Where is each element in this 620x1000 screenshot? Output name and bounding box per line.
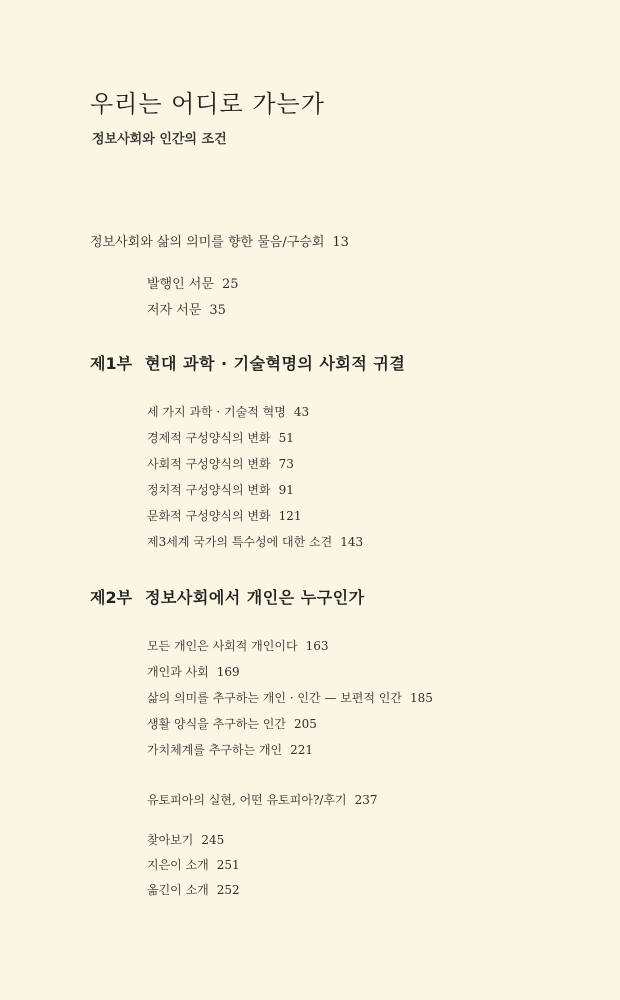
toc-entry-title: 유토피아의 실현, 어떤 유토피아?/후기 [147, 793, 347, 807]
toc-entry-page: 43 [293, 405, 310, 419]
book-title: 우리는 어디로 가는가 [90, 90, 325, 118]
toc-entry-page: 237 [354, 793, 378, 807]
toc-entry-intro [90, 231, 349, 250]
part-title: 정보사회에서 개인은 누구인가 [145, 588, 365, 607]
toc-entry-title: 삶의 의미를 추구하는 개인 · 인간 — 보편적 인간 [147, 691, 402, 705]
toc-entry-page: 73 [278, 457, 294, 471]
toc-entry-page: 25 [221, 277, 239, 292]
toc-entry-page: 35 [209, 303, 226, 318]
toc-chapter [147, 481, 294, 498]
part-number: 제1부 [90, 354, 133, 373]
toc-entry-translator-bio [147, 881, 240, 898]
part-heading-1 [90, 351, 405, 374]
toc-entry-title: 문화적 구성양식의 변화 [147, 509, 271, 523]
toc-chapter [147, 689, 433, 706]
toc-entry-page: 91 [278, 483, 294, 497]
toc-entry-publisher-preface [147, 273, 238, 292]
toc-entry-page: 245 [201, 833, 225, 847]
toc-entry-page: 51 [278, 431, 294, 445]
toc-entry-title: 제3세계 국가의 특수성에 대한 소견 [147, 535, 333, 549]
toc-entry-title: 모든 개인은 사회적 개인이다 [147, 639, 298, 653]
book-subtitle: 정보사회와 인간의 조건 [92, 132, 227, 147]
toc-chapter [147, 403, 309, 420]
toc-entry-title: 정보사회와 삶의 의미를 향한 물음/구승회 [90, 235, 325, 250]
toc-entry-author-preface [147, 299, 226, 318]
toc-entry-title: 세 가지 과학 · 기술적 혁명 [147, 405, 286, 419]
toc-entry-afterword [147, 791, 378, 808]
toc-entry-page: 205 [293, 717, 317, 731]
toc-chapter [147, 533, 363, 550]
toc-entry-page: 163 [305, 639, 329, 653]
toc-entry-page: 169 [216, 665, 240, 679]
toc-chapter [147, 663, 240, 680]
toc-chapter [147, 637, 328, 654]
toc-chapter [147, 429, 294, 446]
toc-entry-page: 252 [216, 883, 240, 897]
toc-entry-title: 가치체계를 추구하는 개인 [147, 743, 283, 757]
toc-entry-title: 발행인 서문 [147, 277, 214, 292]
toc-entry-title: 사회적 구성양식의 변화 [147, 457, 271, 471]
toc-entry-title: 생활 양식을 추구하는 인간 [147, 717, 286, 731]
toc-entry-page: 185 [410, 691, 433, 705]
toc-entry-title: 개인과 사회 [147, 665, 209, 679]
toc-chapter [147, 741, 313, 758]
part-heading-2 [90, 585, 365, 608]
toc-chapter [147, 455, 294, 472]
toc-entry-title: 옮긴이 소개 [147, 883, 209, 897]
toc-entry-title: 지은이 소개 [147, 858, 209, 872]
part-title: 현대 과학 · 기술혁명의 사회적 귀결 [145, 354, 406, 373]
toc-chapter [147, 715, 317, 732]
toc-entry-title: 정치적 구성양식의 변화 [147, 483, 271, 497]
toc-entry-page: 251 [216, 858, 240, 872]
toc-entry-page: 13 [332, 235, 349, 250]
toc-entry-index [147, 831, 224, 848]
toc-entry-page: 121 [278, 509, 302, 523]
toc-entry-author-bio [147, 856, 240, 873]
toc-chapter [147, 507, 301, 524]
toc-entry-page: 221 [290, 743, 314, 757]
toc-entry-title: 저자 서문 [147, 303, 202, 318]
toc-entry-title: 경제적 구성양식의 변화 [147, 431, 271, 445]
part-number: 제2부 [90, 588, 133, 607]
toc-entry-title: 찾아보기 [147, 833, 194, 847]
toc-entry-page: 143 [340, 535, 364, 549]
